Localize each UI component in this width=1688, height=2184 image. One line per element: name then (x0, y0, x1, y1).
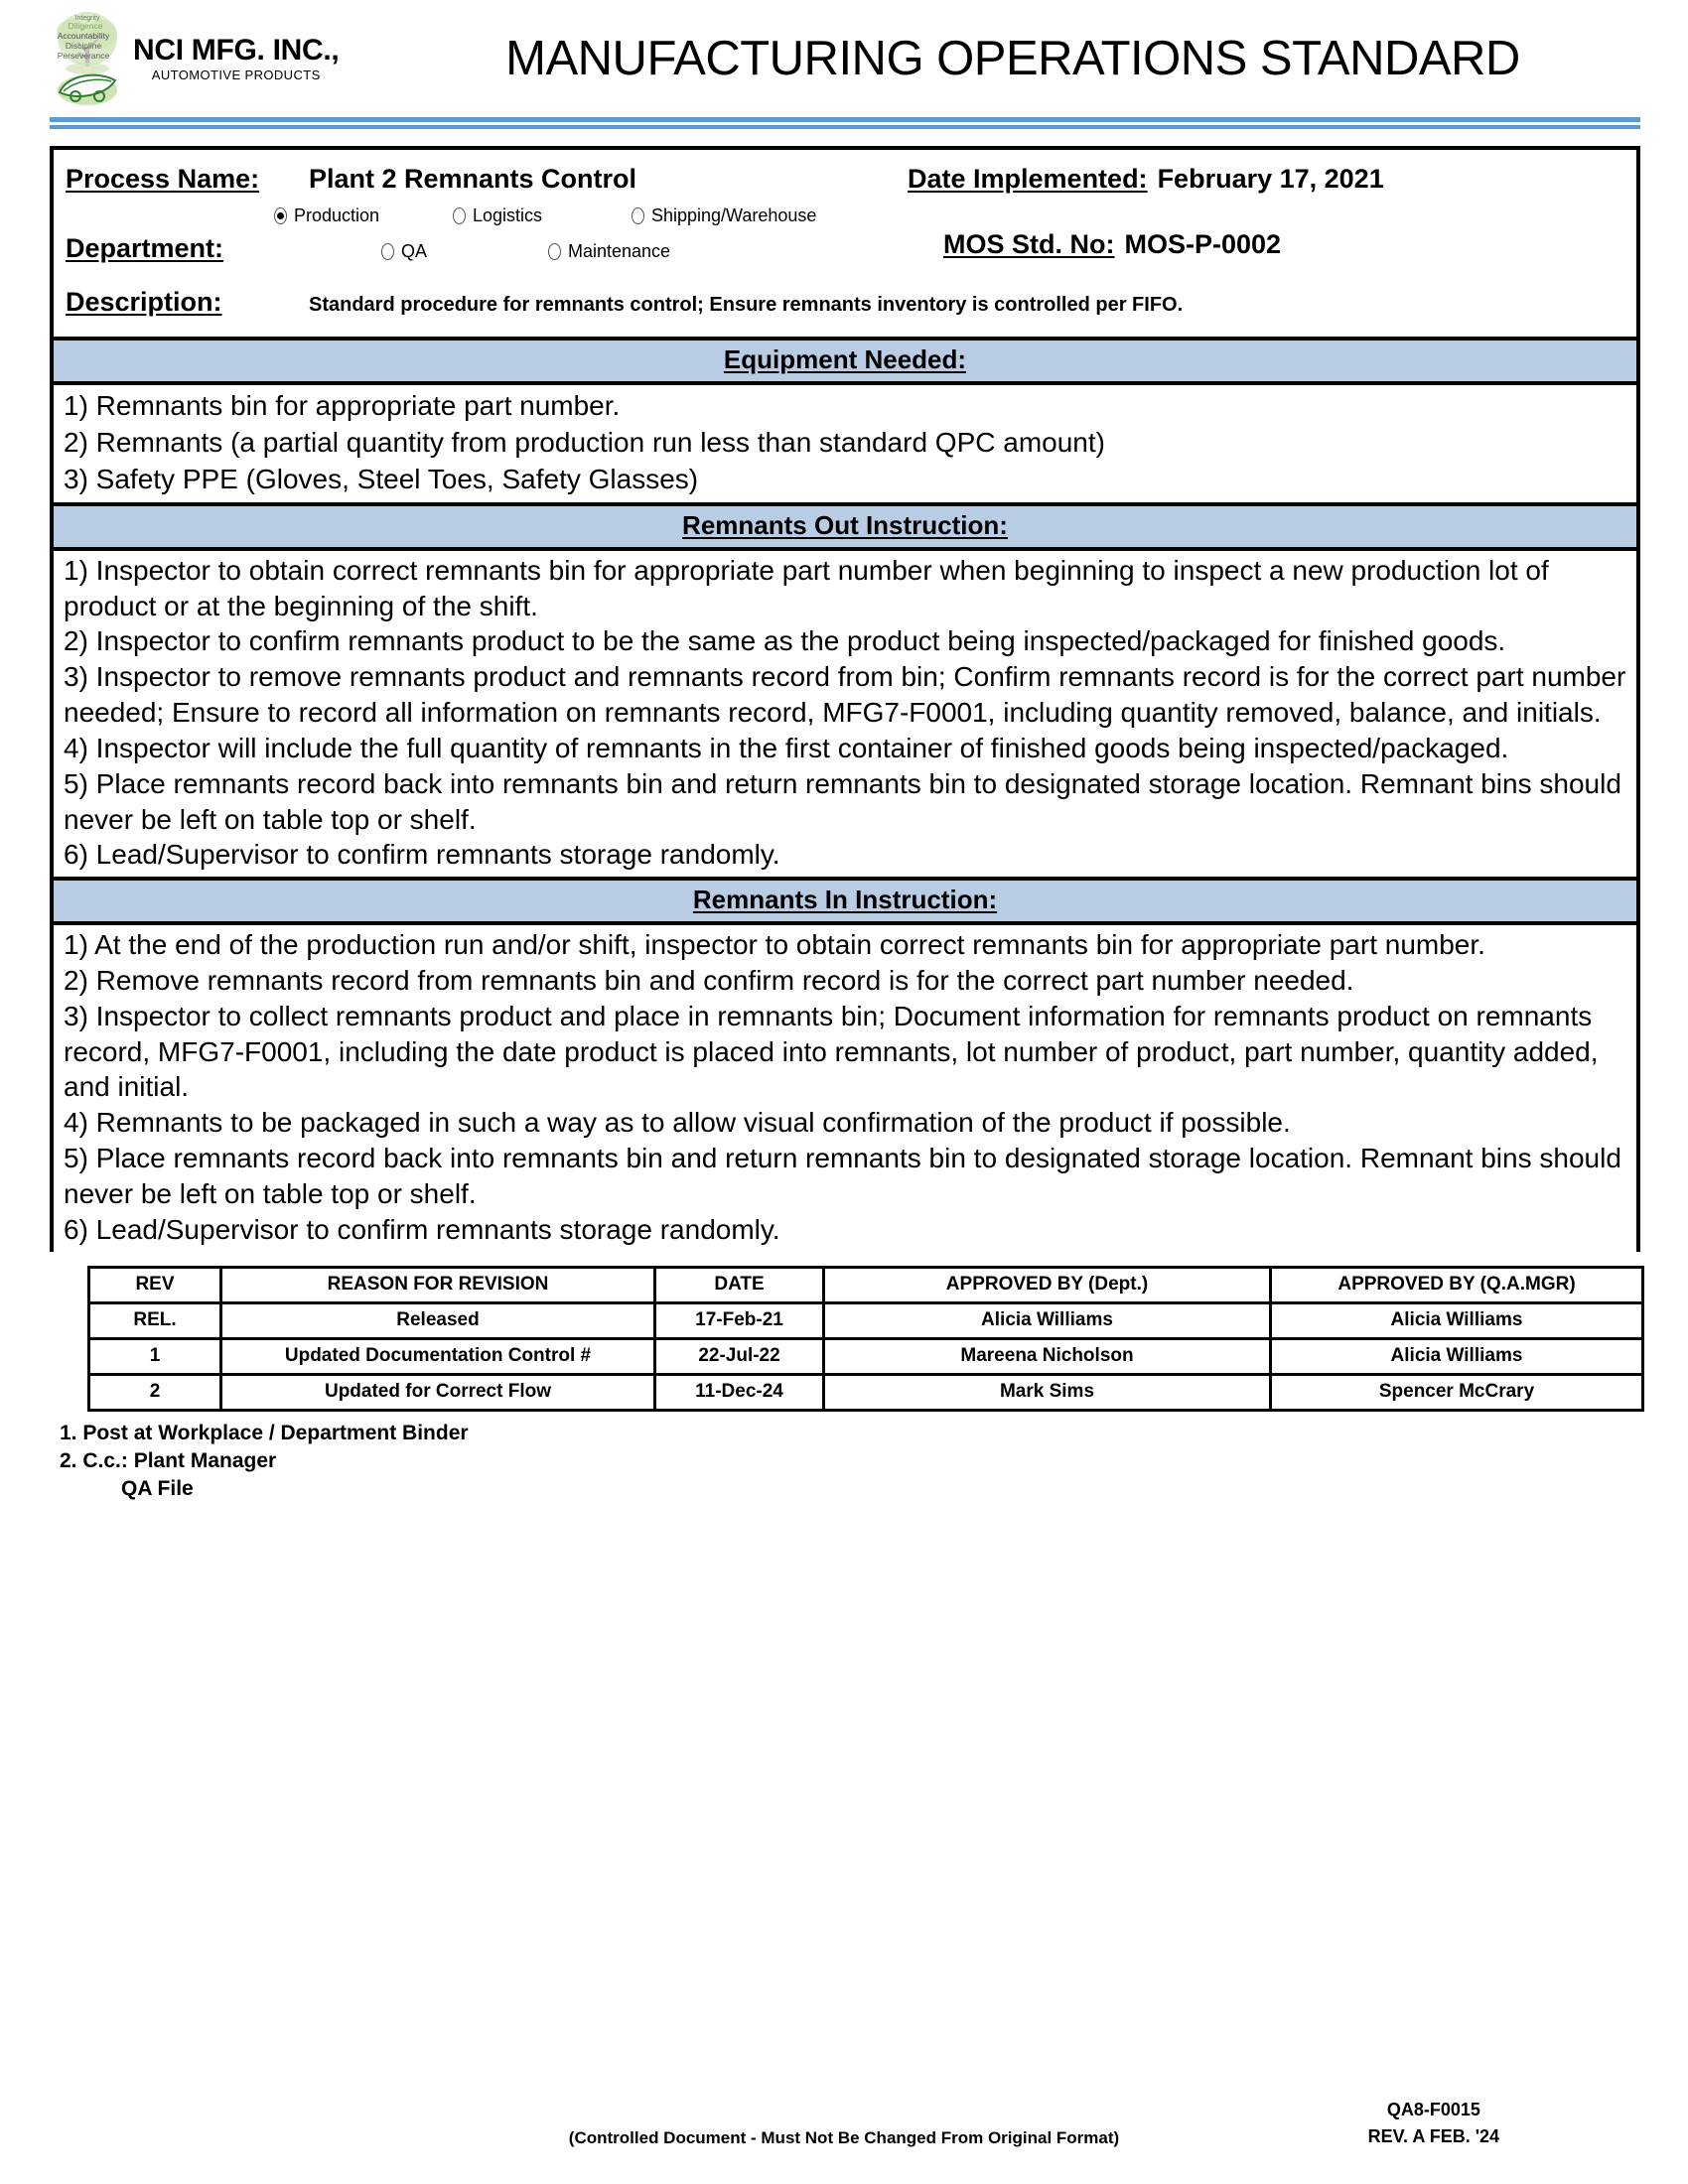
cell-rev: 1 (89, 1338, 221, 1374)
remnants-out-item: 6) Lead/Supervisor to confirm remnants storage randomly. (64, 839, 780, 871)
radio-label-logistics: Logistics (473, 205, 543, 225)
controlled-document-note: (Controlled Document - Must Not Be Changed From Original Format) (568, 2128, 1120, 2147)
department-options-row-2 (381, 241, 747, 262)
section-header-equipment: Equipment Needed: (54, 341, 1636, 385)
remnants-out-item: 3) Inspector to remove remnants product and remnants record from bin; Confirm remnants record is for the correct part number needed; Ensure to record all information on remnants record, MFG7-F0001, including quantity removed, balance, and initials. (64, 661, 1626, 729)
department-options-row-1 (274, 205, 850, 226)
cell-approved-qa: Spencer McCrary (1271, 1374, 1643, 1410)
date-implemented-label: Date Implemented: (908, 164, 1148, 194)
header-divider (28, 117, 1660, 129)
radio-option-shipping-warehouse[interactable] (632, 205, 850, 226)
remnants-in-item: 3) Inspector to collect remnants product and place in remnants bin; Document information for remnants product on remnants record, MFG7-F0001, including the date product is placed into remnants, lot number of product, part number, quantity added, and initial. (64, 1000, 1599, 1103)
cell-approved-dept: Alicia Williams (824, 1302, 1271, 1338)
mos-std-no-label: MOS Std. No: (943, 229, 1115, 259)
svg-text:Diligence: Diligence (68, 21, 103, 31)
remnants-out-item: 4) Inspector will include the full quantity of remnants in the first container of finished goods being inspected/packaged. (64, 732, 1509, 763)
process-name-label: Process Name: (66, 164, 260, 194)
info-block (54, 150, 1636, 341)
radio-label-maintenance: Maintenance (568, 241, 671, 261)
radio-label-shipping-warehouse: Shipping/Warehouse (651, 205, 817, 225)
mos-std-no-value: MOS-P-0002 (1124, 229, 1282, 259)
radio-option-production[interactable] (274, 205, 453, 226)
equipment-item: 2) Remnants (a partial quantity from production run less than standard QPC amount) (64, 427, 1105, 459)
remnants-in-item: 5) Place remnants record back into remnants bin and return remnants bin to designated storage location. Remnant bins should never be left on table top or shelf. (64, 1143, 1621, 1209)
column-header-reason: REASON FOR REVISION (221, 1267, 655, 1302)
remnants-in-item: 6) Lead/Supervisor to confirm remnants storage randomly. (64, 1213, 780, 1245)
radio-label-qa: QA (401, 241, 428, 261)
cell-approved-dept: Mark Sims (824, 1374, 1271, 1410)
column-header-date: DATE (655, 1267, 824, 1302)
company-name-block (133, 36, 339, 81)
section-header-remnants-out: Remnants Out Instruction: (54, 506, 1636, 551)
process-name-row (54, 150, 1636, 204)
section-body-equipment (54, 385, 1636, 506)
description-value: Standard procedure for remnants control; Ensure remnants inventory is controlled per FIFO. (309, 294, 1184, 316)
svg-text:Discipline: Discipline (65, 41, 102, 51)
radio-icon-logistics[interactable] (453, 207, 466, 224)
radio-option-logistics[interactable] (453, 205, 632, 226)
divider-bar-bottom (50, 125, 1640, 129)
company-tagline: AUTOMOTIVE PRODUCTS (151, 68, 321, 82)
table-header-row (89, 1267, 1643, 1302)
cell-approved-qa: Alicia Williams (1271, 1338, 1643, 1374)
note-line-1: 1. Post at Workplace / Department Binder (60, 1421, 469, 1444)
form-identifier (1368, 2097, 1499, 2150)
remnants-out-item: 1) Inspector to obtain correct remnants bin for appropriate part number when beginning to inspect a new production lot of product or at the beginning of the shift. (64, 554, 1549, 621)
date-implemented-value: February 17, 2021 (1157, 164, 1384, 194)
note-line-2: 2. C.c.: Plant Manager (60, 1448, 277, 1472)
department-row (54, 204, 1636, 279)
remnants-out-item: 2) Inspector to confirm remnants product to be the same as the product being inspected/packaged for finished goods. (64, 625, 1506, 657)
document-header (28, 0, 1660, 117)
section-body-remnants-out (54, 551, 1636, 881)
svg-text:Perseverance: Perseverance (57, 51, 110, 61)
remnants-in-item: 1) At the end of the production run and/or shift, inspector to obtain correct remnants bin for appropriate part number. (64, 929, 1485, 961)
table-row (89, 1374, 1643, 1410)
cell-reason: Updated Documentation Control # (221, 1338, 655, 1374)
equipment-item: 3) Safety PPE (Gloves, Steel Toes, Safety Glasses) (64, 464, 699, 495)
cell-approved-qa: Alicia Williams (1271, 1302, 1643, 1338)
remnants-in-item: 4) Remnants to be packaged in such a way as to allow visual confirmation of the product if possible. (64, 1107, 1291, 1139)
revision-history (87, 1266, 1640, 1412)
table-row (89, 1338, 1643, 1374)
remnants-in-item: 2) Remove remnants record from remnants bin and confirm record is for the correct part number needed. (64, 964, 1354, 996)
department-label: Department: (66, 233, 224, 263)
table-row (89, 1302, 1643, 1338)
description-label: Description: (66, 287, 222, 317)
description-row (54, 279, 1636, 341)
svg-text:Accountability: Accountability (57, 31, 110, 41)
distribution-notes (60, 1420, 1660, 1504)
cell-reason: Updated for Correct Flow (221, 1374, 655, 1410)
form-revision: REV. A FEB. '24 (1367, 2126, 1499, 2146)
tree-logo-icon (48, 9, 127, 108)
radio-icon-production[interactable] (274, 207, 287, 224)
cell-approved-dept: Mareena Nicholson (824, 1338, 1271, 1374)
section-header-remnants-in: Remnants In Instruction: (54, 881, 1636, 925)
page-title: MANUFACTURING OPERATIONS STANDARD (505, 32, 1520, 85)
cell-date: 11-Dec-24 (655, 1374, 824, 1410)
standard-form-box (50, 146, 1640, 1252)
column-header-approved-qa: APPROVED BY (Q.A.MGR) (1271, 1267, 1643, 1302)
mos-std-no-group (943, 229, 1281, 260)
svg-text:Integrity: Integrity (74, 15, 100, 22)
revision-table (87, 1266, 1644, 1412)
equipment-item: 1) Remnants bin for appropriate part number. (64, 390, 621, 421)
company-logo (48, 9, 375, 108)
cell-rev: REL. (89, 1302, 221, 1338)
radio-icon-maintenance[interactable] (548, 243, 561, 260)
column-header-rev: REV (89, 1267, 221, 1302)
radio-option-maintenance[interactable] (548, 241, 747, 262)
radio-label-production: Production (294, 205, 380, 225)
cell-rev: 2 (89, 1374, 221, 1410)
column-header-approved-dept: APPROVED BY (Dept.) (824, 1267, 1271, 1302)
note-line-3: QA File (121, 1477, 194, 1501)
form-number: QA8-F0015 (1386, 2100, 1480, 2119)
radio-icon-qa[interactable] (381, 243, 394, 260)
cell-date: 17-Feb-21 (655, 1302, 824, 1338)
radio-icon-shipping-warehouse[interactable] (632, 207, 644, 224)
cell-reason: Released (221, 1302, 655, 1338)
section-body-remnants-in (54, 925, 1636, 1251)
date-implemented-group (908, 164, 1384, 195)
page-footer (0, 2097, 1688, 2166)
cell-date: 22-Jul-22 (655, 1338, 824, 1374)
company-name: NCI MFG. INC., (133, 34, 340, 67)
radio-option-qa[interactable] (381, 241, 548, 262)
remnants-out-item: 5) Place remnants record back into remnants bin and return remnants bin to designated storage location. Remnant bins should never be left on table top or shelf. (64, 767, 1621, 835)
process-name-value: Plant 2 Remnants Control (309, 164, 637, 194)
